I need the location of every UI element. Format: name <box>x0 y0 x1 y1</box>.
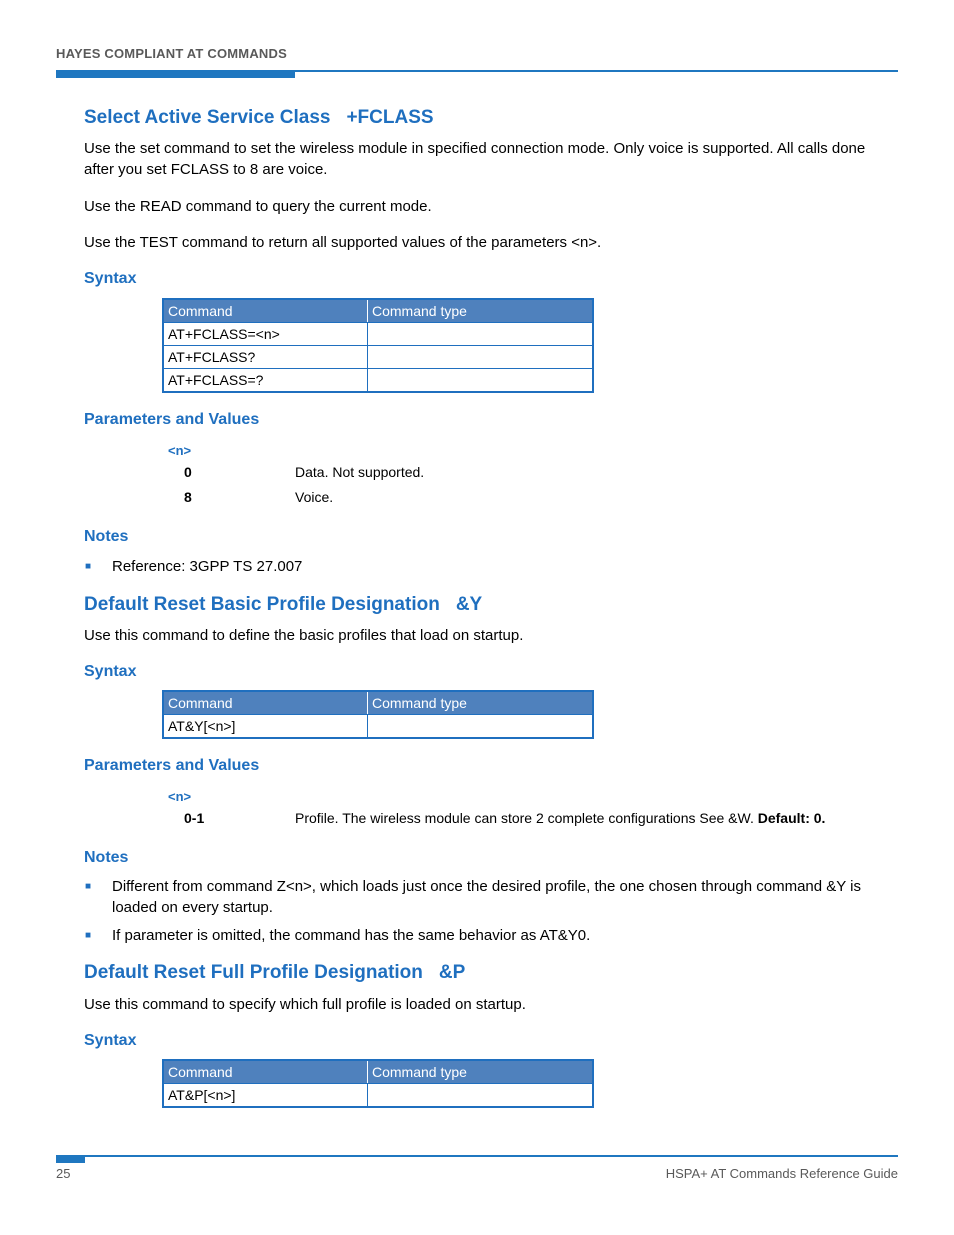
note-item: Different from command Z<n>, which loads just once the desired profile, the one chosen through command &Y is loaded on every startup. <box>112 878 862 916</box>
column-header: Command <box>164 1061 368 1084</box>
square-bullet-icon: ■ <box>85 881 92 892</box>
section-title-ampy <box>84 594 482 616</box>
section-command: +FCLASS <box>346 107 434 128</box>
parameter-value: 0 <box>184 464 192 480</box>
section-command: &P <box>438 962 466 983</box>
parameter-name: <n> <box>168 443 192 458</box>
section-title-fclass <box>84 107 434 129</box>
command-type-cell <box>368 1084 593 1107</box>
description-paragraph: Use the READ command to query the current mode. <box>84 198 432 215</box>
table-row <box>164 1084 593 1107</box>
page-number: 25 <box>56 1166 71 1181</box>
square-bullet-icon: ■ <box>85 561 92 572</box>
notes-heading: Notes <box>84 849 129 866</box>
description-paragraph: Use the set command to set the wireless module in specified connection mode. Only voice is supported. All calls done after you set FCLASS to 8 are voice. <box>84 140 866 178</box>
document-title: HSPA+ AT Commands Reference Guide <box>665 1166 898 1181</box>
table-row <box>164 323 593 346</box>
parameter-description: Data. Not supported. <box>295 464 425 480</box>
column-header: Command <box>164 692 368 715</box>
description-paragraph: Use the TEST command to return all supported values of the parameters <n>. <box>84 234 602 251</box>
section-title-ampp <box>84 962 465 984</box>
section-title-text: Default Reset Basic Profile Designation <box>84 594 440 615</box>
parameter-description-text: Profile. The wireless module can store 2 complete configurations See &W. <box>295 810 758 826</box>
section-title-text: Select Active Service Class <box>84 107 331 128</box>
command-cell: AT&P[<n>] <box>164 1084 368 1107</box>
syntax-heading: Syntax <box>84 1032 137 1049</box>
table-header-row <box>164 692 593 715</box>
column-header: Command type <box>368 300 593 323</box>
table-row <box>164 715 593 738</box>
description-paragraph: Use this command to specify which full profile is loaded on startup. <box>84 996 526 1013</box>
table-row <box>164 369 593 392</box>
table-header-row <box>164 300 593 323</box>
parameter-value: 8 <box>184 489 192 505</box>
parameter-description <box>295 810 825 826</box>
command-type-cell <box>368 715 593 738</box>
syntax-table <box>163 299 593 392</box>
command-cell: AT+FCLASS=? <box>164 369 368 392</box>
section-command: &Y <box>455 594 483 615</box>
parameter-description: Voice. <box>295 489 334 505</box>
column-header: Command <box>164 300 368 323</box>
header-rule-accent <box>56 70 295 78</box>
command-cell: AT+FCLASS? <box>164 346 368 369</box>
command-type-cell <box>368 346 593 369</box>
syntax-heading: Syntax <box>84 270 137 287</box>
column-header: Command type <box>368 692 593 715</box>
command-cell: AT+FCLASS=<n> <box>164 323 368 346</box>
column-header: Command type <box>368 1061 593 1084</box>
note-item: Reference: 3GPP TS 27.007 <box>112 558 303 575</box>
footer-rule-accent <box>56 1155 85 1163</box>
description-paragraph: Use this command to define the basic profiles that load on startup. <box>84 627 524 644</box>
table-row <box>164 346 593 369</box>
parameter-name: <n> <box>168 789 192 804</box>
parameters-heading: Parameters and Values <box>84 411 260 428</box>
command-cell: AT&Y[<n>] <box>164 715 368 738</box>
parameter-value: 0-1 <box>184 810 205 826</box>
parameters-heading: Parameters and Values <box>84 757 260 774</box>
command-type-cell <box>368 369 593 392</box>
notes-heading: Notes <box>84 528 129 545</box>
syntax-heading: Syntax <box>84 663 137 680</box>
footer-rule <box>56 1155 898 1157</box>
section-title-text: Default Reset Full Profile Designation <box>84 962 423 983</box>
note-item: If parameter is omitted, the command has the same behavior as AT&Y0. <box>112 927 591 944</box>
running-header: HAYES COMPLIANT AT COMMANDS <box>56 46 287 61</box>
table-header-row <box>164 1061 593 1084</box>
syntax-table <box>163 1060 593 1107</box>
square-bullet-icon: ■ <box>85 930 92 941</box>
syntax-table <box>163 691 593 738</box>
command-type-cell <box>368 323 593 346</box>
default-value: Default: 0. <box>757 810 826 826</box>
